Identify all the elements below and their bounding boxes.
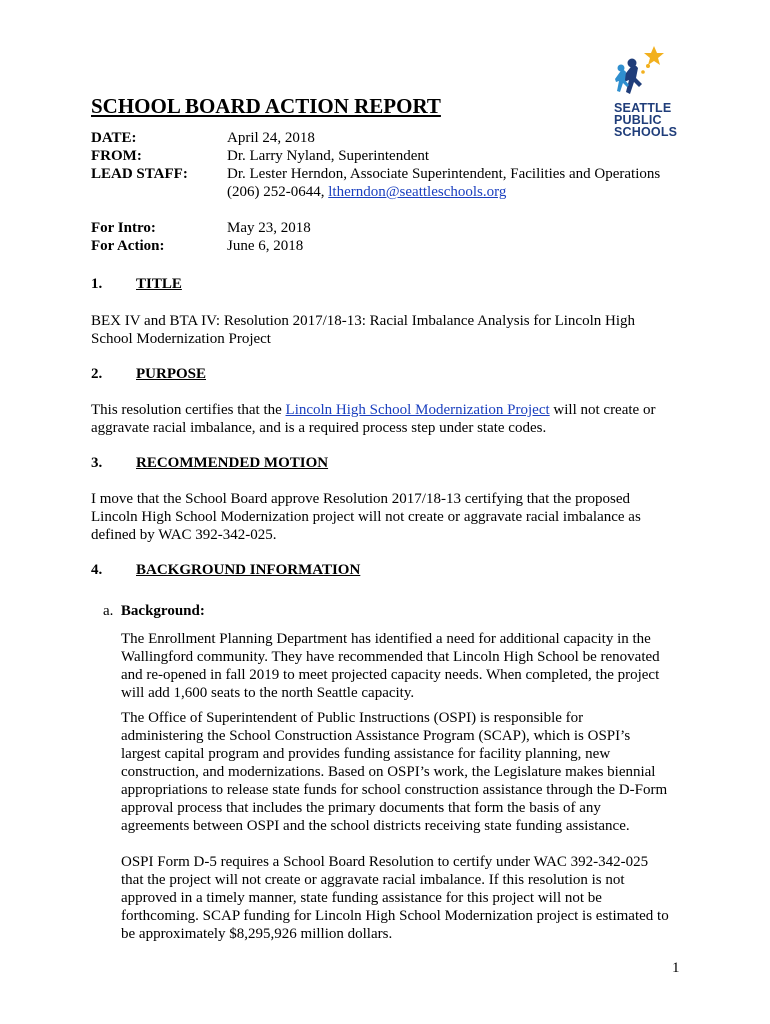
- background-paragraph-2: The Office of Superintendent of Public Instructions (OSPI) is responsible for administering the School Construction Assistance Program (SCAP), which is OSPI’s largest capital program and provides funding assistance for facility planning, new construction, and modernizations. Based on OSPI’s work, the Legislature makes biennial appropriations to release state funds for school construction assistance through the D-Form approval process that includes the primary documents that form the basis of any agreements between OSPI and the school districts receiving state funding assistance.: [121, 710, 668, 834]
- background-label: Background:: [120, 603, 205, 619]
- logo-line-3: SCHOOLS: [614, 125, 678, 139]
- background-letter: a.: [103, 603, 114, 619]
- phone-number: (206) 252-0644,: [227, 184, 329, 200]
- section-2-number: 2.: [91, 366, 103, 382]
- from-value: Dr. Larry Nyland, Superintendent: [227, 148, 430, 164]
- background-subheading: [103, 603, 205, 620]
- background-paragraph-1: The Enrollment Planning Department has identified a need for additional capacity in the Wallingford community. They have recommended that Lincoln High School be renovated and re-opened in fall 2019 to meet projected capacity needs. When completed, the project will add 1,600 seats to the north Seattle capacity.: [121, 631, 660, 701]
- date-label: DATE:: [91, 130, 137, 146]
- section-4-number: 4.: [91, 562, 103, 578]
- project-link[interactable]: Lincoln High School Modernization Project: [285, 402, 550, 418]
- lead-staff-label: LEAD STAFF:: [91, 166, 188, 182]
- logo-line-1: SEATTLE: [614, 101, 672, 115]
- report-title: SCHOOL BOARD ACTION REPORT: [91, 94, 441, 118]
- action-label: For Action:: [91, 238, 165, 254]
- email-link[interactable]: ltherndon@seattleschools.org: [328, 184, 507, 200]
- section-2-title: PURPOSE: [136, 366, 207, 382]
- section-3-title: RECOMMENDED MOTION: [136, 455, 329, 471]
- section-3-text: I move that the School Board approve Resolution 2017/18-13 certifying that the proposed Lincoln High School Modernization project will not create or aggravate racial imbalance as defined by WAC 392-342-025.: [91, 491, 641, 543]
- section-1-text: BEX IV and BTA IV: Resolution 2017/18-13: Racial Imbalance Analysis for Lincoln High School Modernization Project: [91, 313, 635, 347]
- contact-line: [227, 184, 506, 201]
- section-1-title: TITLE: [136, 276, 182, 292]
- background-paragraph-3: OSPI Form D-5 requires a School Board Resolution to certify under WAC 392-342-025 that the project will not create or aggravate racial imbalance. If this resolution is not approved in a timely manner, state funding assistance for this project will not be forthcoming. SCAP funding for Lincoln High School Modernization project is estimated to be approximately $8,295,926 million dollars.: [121, 854, 669, 942]
- section-3-number: 3.: [91, 455, 103, 471]
- intro-value: May 23, 2018: [227, 220, 311, 236]
- action-value: June 6, 2018: [227, 238, 304, 254]
- page-number: 1: [672, 960, 680, 976]
- section-1-number: 1.: [91, 276, 103, 292]
- intro-label: For Intro:: [91, 220, 156, 236]
- lead-staff-value: Dr. Lester Herndon, Associate Superintendent, Facilities and Operations: [227, 166, 661, 182]
- logo-figure-icon: [608, 44, 668, 104]
- purpose-text-after: will not create or aggravate racial imbalance, and is a required process step under state codes.: [91, 402, 656, 436]
- logo-text: [614, 102, 677, 138]
- logo-line-2: PUBLIC: [614, 113, 662, 127]
- section-4-title: BACKGROUND INFORMATION: [136, 562, 361, 578]
- purpose-text-before: This resolution certifies that the: [91, 402, 286, 418]
- date-value: April 24, 2018: [227, 130, 315, 146]
- section-2-text: [91, 401, 671, 437]
- from-label: FROM:: [91, 148, 142, 164]
